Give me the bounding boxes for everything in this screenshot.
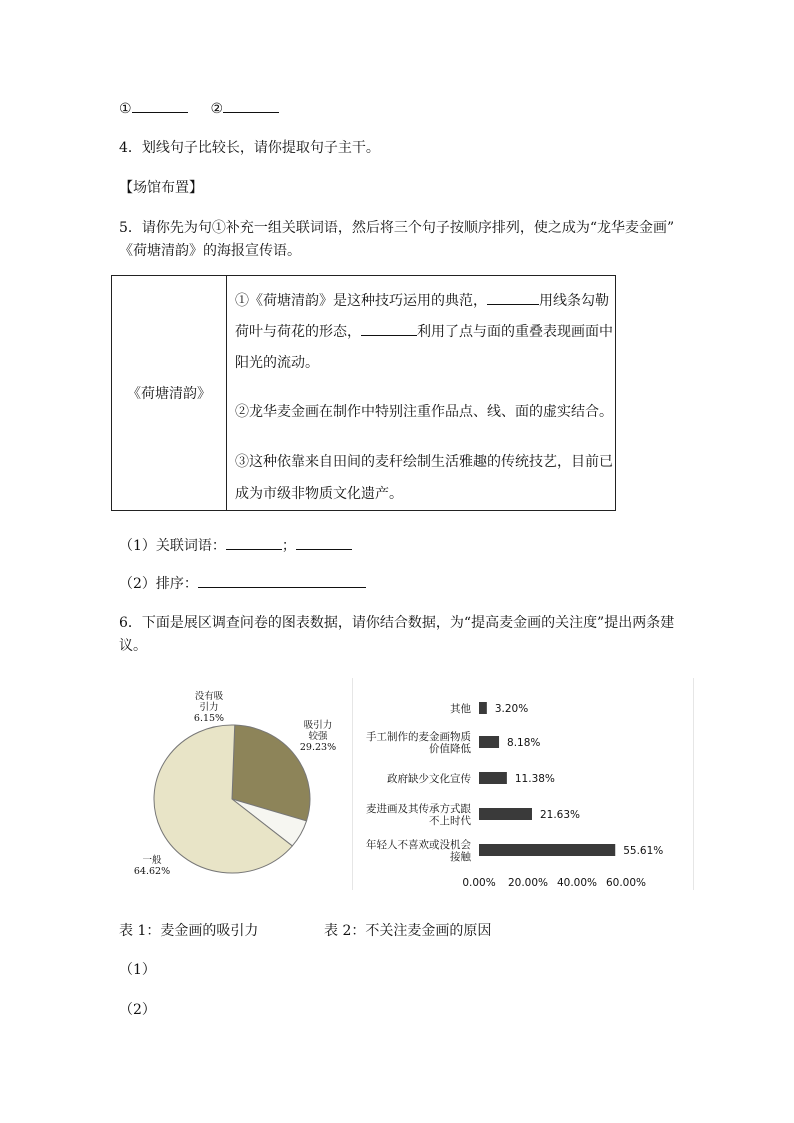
- pie-label: 一般 64.62%: [133, 855, 171, 877]
- bar-category-label: 麦进画及其传承方式跟不上时代: [366, 803, 471, 827]
- pie-chart: [122, 678, 346, 888]
- x-tick-label: 20.00%: [507, 877, 549, 889]
- pie-label: 吸引力较强 29.23%: [299, 720, 337, 753]
- answer-2: （2）: [119, 1002, 156, 1018]
- poster-table: [111, 275, 616, 511]
- question-5-line2: 《荷塘清韵》的海报宣传语。: [119, 243, 301, 259]
- bar-category-label: 年轻人不喜欢或没机会接触: [366, 839, 471, 863]
- x-tick-label: 0.00%: [462, 877, 496, 889]
- order-blank[interactable]: [198, 573, 366, 588]
- bar-category-label: 政府缺少文化宣传: [387, 773, 471, 785]
- sentence-3-line2: 成为市级非物质文化遗产。: [235, 486, 403, 502]
- bar: [479, 736, 499, 748]
- table-sentences-cell: [227, 276, 616, 511]
- bar-chart-box: [352, 678, 694, 890]
- sentence-3-line1: ③这种依靠来自田间的麦秆绘制生活雅趣的传统技艺，目前已: [235, 454, 613, 470]
- bar: [479, 772, 507, 784]
- chart-1-caption: 表 1：麦金画的吸引力: [119, 923, 259, 939]
- bar-value-label: 8.18%: [507, 737, 541, 749]
- marker-2: ②: [210, 101, 224, 117]
- sub-question-1: （1）关联词语： ；: [119, 535, 352, 555]
- bar: [479, 844, 615, 856]
- chart-2-caption: 表 2：不关注麦金画的原因: [324, 923, 492, 939]
- bar-value-label: 55.61%: [623, 845, 664, 857]
- connective-blank-1[interactable]: [226, 535, 282, 550]
- bar-value-label: 3.20%: [494, 703, 529, 715]
- bar: [479, 808, 532, 820]
- sentence-1-line1: ①《荷塘清韵》是这种技巧运用的典范， 用线条勾勒: [235, 290, 609, 310]
- marker-1: ①: [119, 101, 132, 117]
- question-4: 4．划线句子比较长，请你提取句子主干。: [119, 140, 380, 156]
- table-blank-1[interactable]: [487, 290, 539, 305]
- answer-blanks-line: [119, 98, 279, 117]
- question-6-line1: 6．下面是展区调查问卷的图表数据，请你结合数据，为“提高麦金画的关注度”提出两条建: [119, 615, 675, 631]
- bar-value-label: 11.38%: [514, 773, 555, 785]
- sentence-1-line3: 阳光的流动。: [235, 355, 319, 371]
- bar-category-label: 其他: [450, 703, 471, 715]
- section-heading: 【场馆布置】: [119, 180, 203, 196]
- table-title-cell: 《荷塘清韵》: [112, 276, 227, 511]
- question-5-line1: 5．请你先为句①补充一组关联词语，然后将三个句子按顺序排列，使之成为“龙华麦金画”: [119, 220, 675, 236]
- pie-label: 没有吸引力 6.15%: [193, 691, 225, 724]
- x-tick-label: 60.00%: [605, 877, 647, 889]
- sub-question-2: （2）排序：: [119, 573, 366, 593]
- sentence-2: ②龙华麦金画在制作中特别注重作品点、线、面的虚实结合。: [235, 404, 613, 420]
- connective-blank-2[interactable]: [296, 535, 352, 550]
- sentence-1-line2: 荷叶与荷花的形态， 利用了点与面的重叠表现画面中: [235, 321, 613, 341]
- blank-2[interactable]: [223, 98, 279, 113]
- answer-1: （1）: [119, 962, 156, 978]
- blank-1[interactable]: [132, 98, 188, 113]
- pie-chart-box: [122, 678, 346, 888]
- bar-chart: [353, 678, 693, 890]
- bar-value-label: 21.63%: [539, 809, 581, 821]
- question-6-line2: 议。: [119, 638, 147, 654]
- bar-category-label: 手工制作的麦金画物质价值降低: [366, 731, 471, 755]
- x-tick-label: 40.00%: [556, 877, 598, 889]
- bar: [479, 702, 487, 714]
- table-blank-2[interactable]: [361, 321, 417, 336]
